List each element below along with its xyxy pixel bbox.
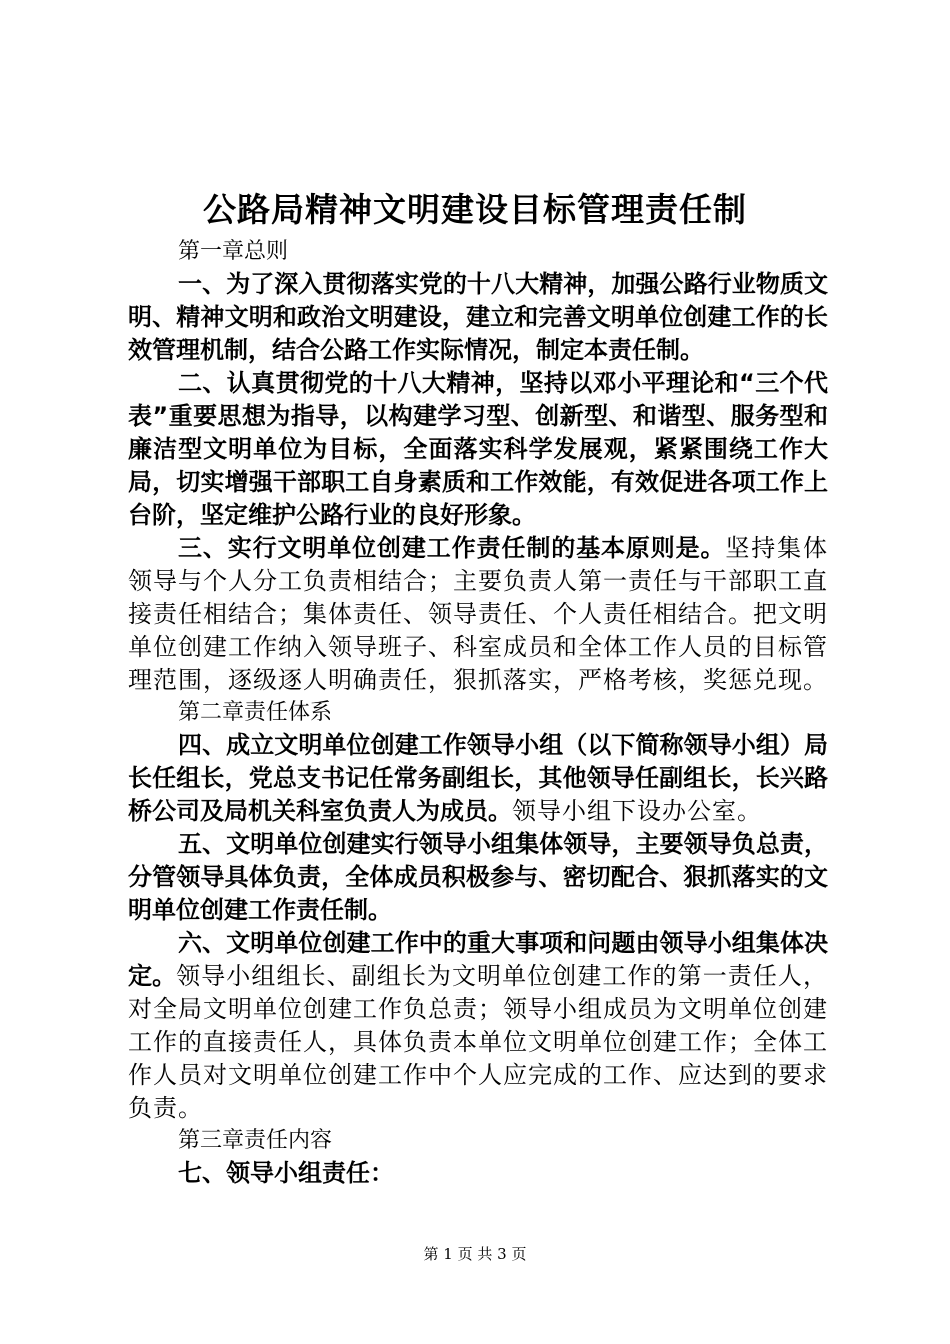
document-title: 公路局精神文明建设目标管理责任制 <box>203 190 747 229</box>
paragraph-6-text: 领导小组组长、副组长为文明单位创建工作的第一责任人，对全局文明单位创建工作负总责；领导小组成员为文明单位创建工作的直接责任人，具体负责本单位文明单位创建工作；全体工作人员对文明单位创建工作中个人应完成的工作、应达到的要求负责。 <box>128 962 829 1122</box>
paragraph-7-text: 七、领导小组责任： <box>178 1159 394 1187</box>
paragraph-2 <box>128 367 828 532</box>
chapter-heading-1: 第一章总则 <box>178 239 289 264</box>
paragraph-1 <box>128 268 828 367</box>
paragraph-2-text: 二、认真贯彻党的十八大精神，坚持以邓小平理论和“三个代表”重要思想为指导，以构建学习型、创新型、和谐型、服务型和廉洁型文明单位为目标，全面落实科学发展观，紧紧围绕工作大局，切实增强干部职工自身素质和工作效能，有效促进各项工作上台阶，坚定维护公路行业的良好形象。 <box>128 369 828 529</box>
paragraph-1-text: 一、为了深入贯彻落实党的十八大精神，加强公路行业物质文明、精神文明和政治文明建设，建立和完善文明单位创建工作的长效管理机制，结合公路工作实际情况，制定本责任制。 <box>128 270 828 364</box>
paragraph-3 <box>128 532 828 697</box>
paragraph-5 <box>128 828 828 927</box>
paragraph-4 <box>128 729 828 828</box>
paragraph-7 <box>128 1157 828 1190</box>
paragraph-6 <box>128 927 828 1125</box>
paragraph-4-bold: 四、成立文明单位创建工作领导小组（以下简称领导小组）局长任组长，党总支书记任常务副组长，其他领导任副组长，长兴路桥公司及局机关科室负责人为成员。 <box>128 731 828 825</box>
chapter-heading-2: 第二章责任体系 <box>178 700 333 725</box>
paragraph-5-text: 五、文明单位创建实行领导小组集体领导，主要领导负总责，分管领导具体负责，全体成员积极参与、密切配合、狠抓落实的文明单位创建工作责任制。 <box>128 830 828 924</box>
page-footer: 第 1 页 共 3 页 <box>423 1245 527 1263</box>
paragraph-6-bold: 六、文明单位创建工作中的重大事项和问题由领导小组集体决定。 <box>128 929 828 990</box>
paragraph-4-text: 领导小组下设办公室。 <box>512 797 762 825</box>
chapter-heading-3: 第三章责任内容 <box>178 1128 333 1153</box>
document-body <box>128 236 828 1190</box>
paragraph-3-text: 坚持集体领导与个人分工负责相结合；主要负责人第一责任与干部职工直接责任相结合；集体责任、领导责任、个人责任相结合。把文明单位创建工作纳入领导班子、科室成员和全体工作人员的目标管理范围，逐级逐人明确责任，狠抓落实，严格考核，奖惩兑现。 <box>128 534 828 694</box>
paragraph-3-bold: 三、实行文明单位创建工作责任制的基本原则是。 <box>178 534 726 562</box>
